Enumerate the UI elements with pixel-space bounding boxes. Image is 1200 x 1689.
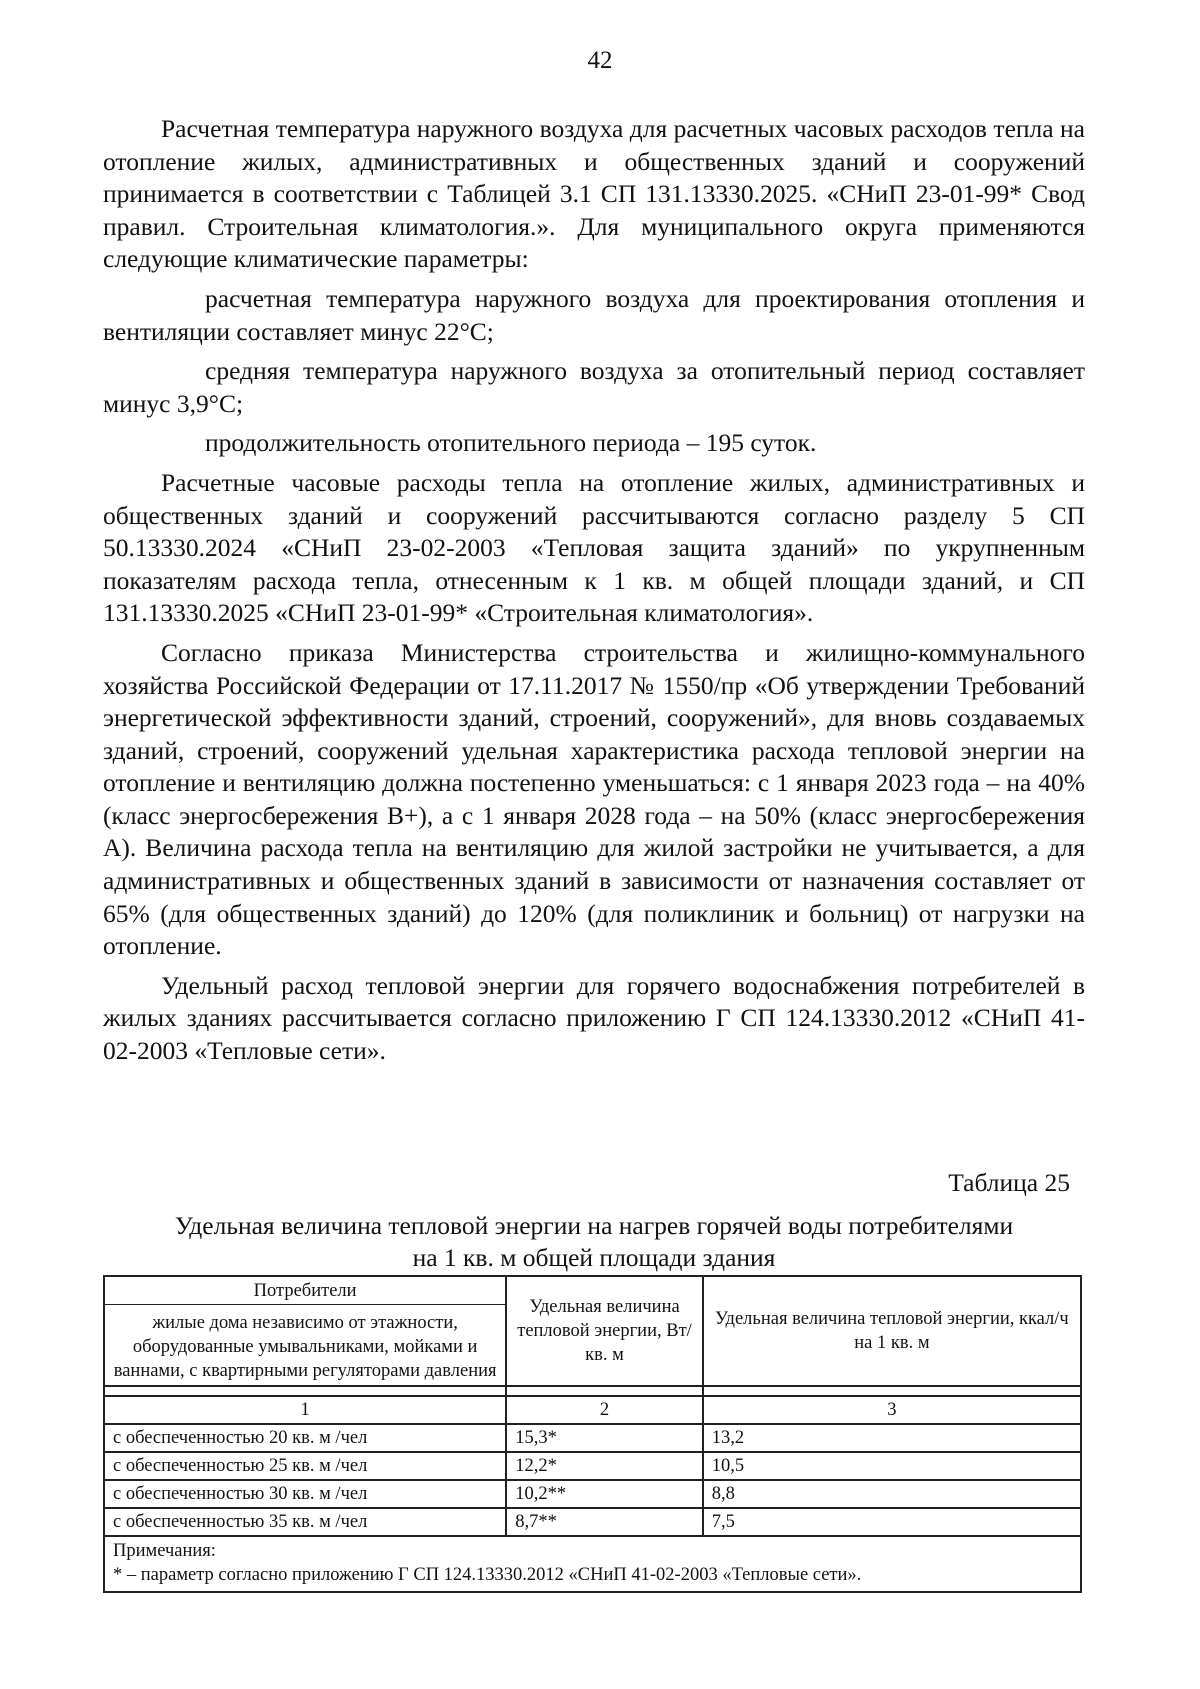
cell-kcal-per-m2: 7,5 — [703, 1508, 1081, 1536]
table-title — [103, 1210, 1085, 1274]
cell-w-per-m2: 10,2** — [506, 1480, 703, 1508]
header-w-per-m2: Удельная величина тепловой энергии, Вт/кв. м — [506, 1276, 703, 1386]
cell-consumer: с обеспеченностью 35 кв. м /чел — [104, 1508, 506, 1536]
notes-title: Примечания: — [113, 1541, 216, 1561]
column-number-row — [104, 1396, 1081, 1424]
cell-w-per-m2: 8,7** — [506, 1508, 703, 1536]
column-number: 2 — [506, 1396, 703, 1424]
paragraph-average-temp: средняя температура наружного воздуха за отопительный период составляет минус 3,9°С; — [103, 356, 1085, 418]
header-kcal-per-m2: Удельная величина тепловой энергии, ккал/ч на 1 кв. м — [703, 1276, 1081, 1386]
header-consumers-subtitle: жилые дома независимо от этажности, оборудованные умывальниками, мойками и ваннами, с квартирными регуляторами давления — [113, 1313, 497, 1381]
header-consumers — [104, 1276, 506, 1386]
table-title-line-1: Удельная величина тепловой энергии на нагрев горячей воды потребителями — [174, 1211, 1014, 1240]
table-row — [104, 1452, 1081, 1480]
table-header-row — [104, 1276, 1081, 1386]
column-number: 1 — [104, 1396, 506, 1424]
note-footnote: * – параметр согласно приложению Г СП 124.13330.2012 «СНиП 41-02-2003 «Тепловые сети». — [113, 1565, 862, 1585]
paragraph-heat-consumption: Расчетные часовые расходы тепла на отопление жилых, административных и общественных зданий и сооружений рассчитываются согласно разделу 5 СП 50.13330.2024 «СНиП 23-02-2003 «Тепловая защита зданий» по укрупненным показателям расхода тепла, отнесенным к 1 кв. м общей площади зданий, и СП 131.13330.2025 «СНиП 23-01-99* «Строительная климатология». — [103, 467, 1085, 628]
cell-w-per-m2: 15,3* — [506, 1424, 703, 1452]
notes-row — [104, 1536, 1081, 1592]
paragraph-hot-water: Удельный расход тепловой энергии для горячего водоснабжения потребителей в жилых зданиях рассчитывается согласно приложению Г СП 124.13330.2012 «СНиП 41-02-2003 «Тепловые сети». — [103, 970, 1085, 1066]
cell-kcal-per-m2: 13,2 — [703, 1424, 1081, 1452]
body-text — [103, 113, 1085, 1068]
cell-kcal-per-m2: 8,8 — [703, 1480, 1081, 1508]
header-consumers-title: Потребители — [105, 1279, 505, 1305]
paragraph-heating-period: продолжительность отопительного периода – 195 суток. — [205, 428, 817, 458]
paragraph-heating-design-temp: расчетная температура наружного воздуха для проектирования отопления и вентиляции составляет минус 22°С; — [103, 283, 1085, 346]
table-label: Таблица 25 — [948, 1168, 1070, 1197]
paragraph-design-temperature: Расчетная температура наружного воздуха для расчетных часовых расходов тепла на отопление жилых, административных и общественных зданий и сооружений принимается в соответствии с Таблицей 3.1 СП 131.13330.2025. «СНиП 23-01-99* Свод правил. Строительная климатология.». Для муниципального округа применяются следующие климатические параметры: — [103, 114, 1085, 274]
page-number: 42 — [587, 47, 613, 74]
cell-w-per-m2: 12,2* — [506, 1452, 703, 1480]
table-spacer-row — [104, 1386, 1081, 1396]
cell-consumer: с обеспеченностью 25 кв. м /чел — [104, 1452, 506, 1480]
table-row — [104, 1508, 1081, 1536]
table-row — [104, 1424, 1081, 1452]
cell-kcal-per-m2: 10,5 — [703, 1452, 1081, 1480]
table-title-line-2: на 1 кв. м общей площади здания — [412, 1243, 776, 1272]
paragraph-ministry-order: Согласно приказа Министерства строительства и жилищно-коммунального хозяйства Российской Федерации от 17.11.2017 № 1550/пр «Об утверждении Требований энергетической эффективности зданий, строений, сооружений», для вновь создаваемых зданий, строений, сооружений удельная характеристика расхода тепловой энергии на отопление и вентиляцию должна постепенно уменьшаться: с 1 января 2023 года – на 40% (класс энергосбережения В+), а с 1 января 2028 года – на 50% (класс энергосбережения А). Величина расхода тепла на вентиляцию для жилой застройки не учитывается, а для административных и общественных зданий в зависимости от назначения составляет от 65% (для общественных зданий) до 120% (для поликлиник и больниц) от нагрузки на отопление. — [103, 637, 1085, 961]
cell-consumer: с обеспеченностью 20 кв. м /чел — [104, 1424, 506, 1452]
notes-cell — [104, 1536, 1081, 1592]
cell-consumer: с обеспеченностью 30 кв. м /чел — [104, 1480, 506, 1508]
heat-energy-table — [103, 1275, 1082, 1593]
column-number: 3 — [703, 1396, 1081, 1424]
table-row — [104, 1480, 1081, 1508]
